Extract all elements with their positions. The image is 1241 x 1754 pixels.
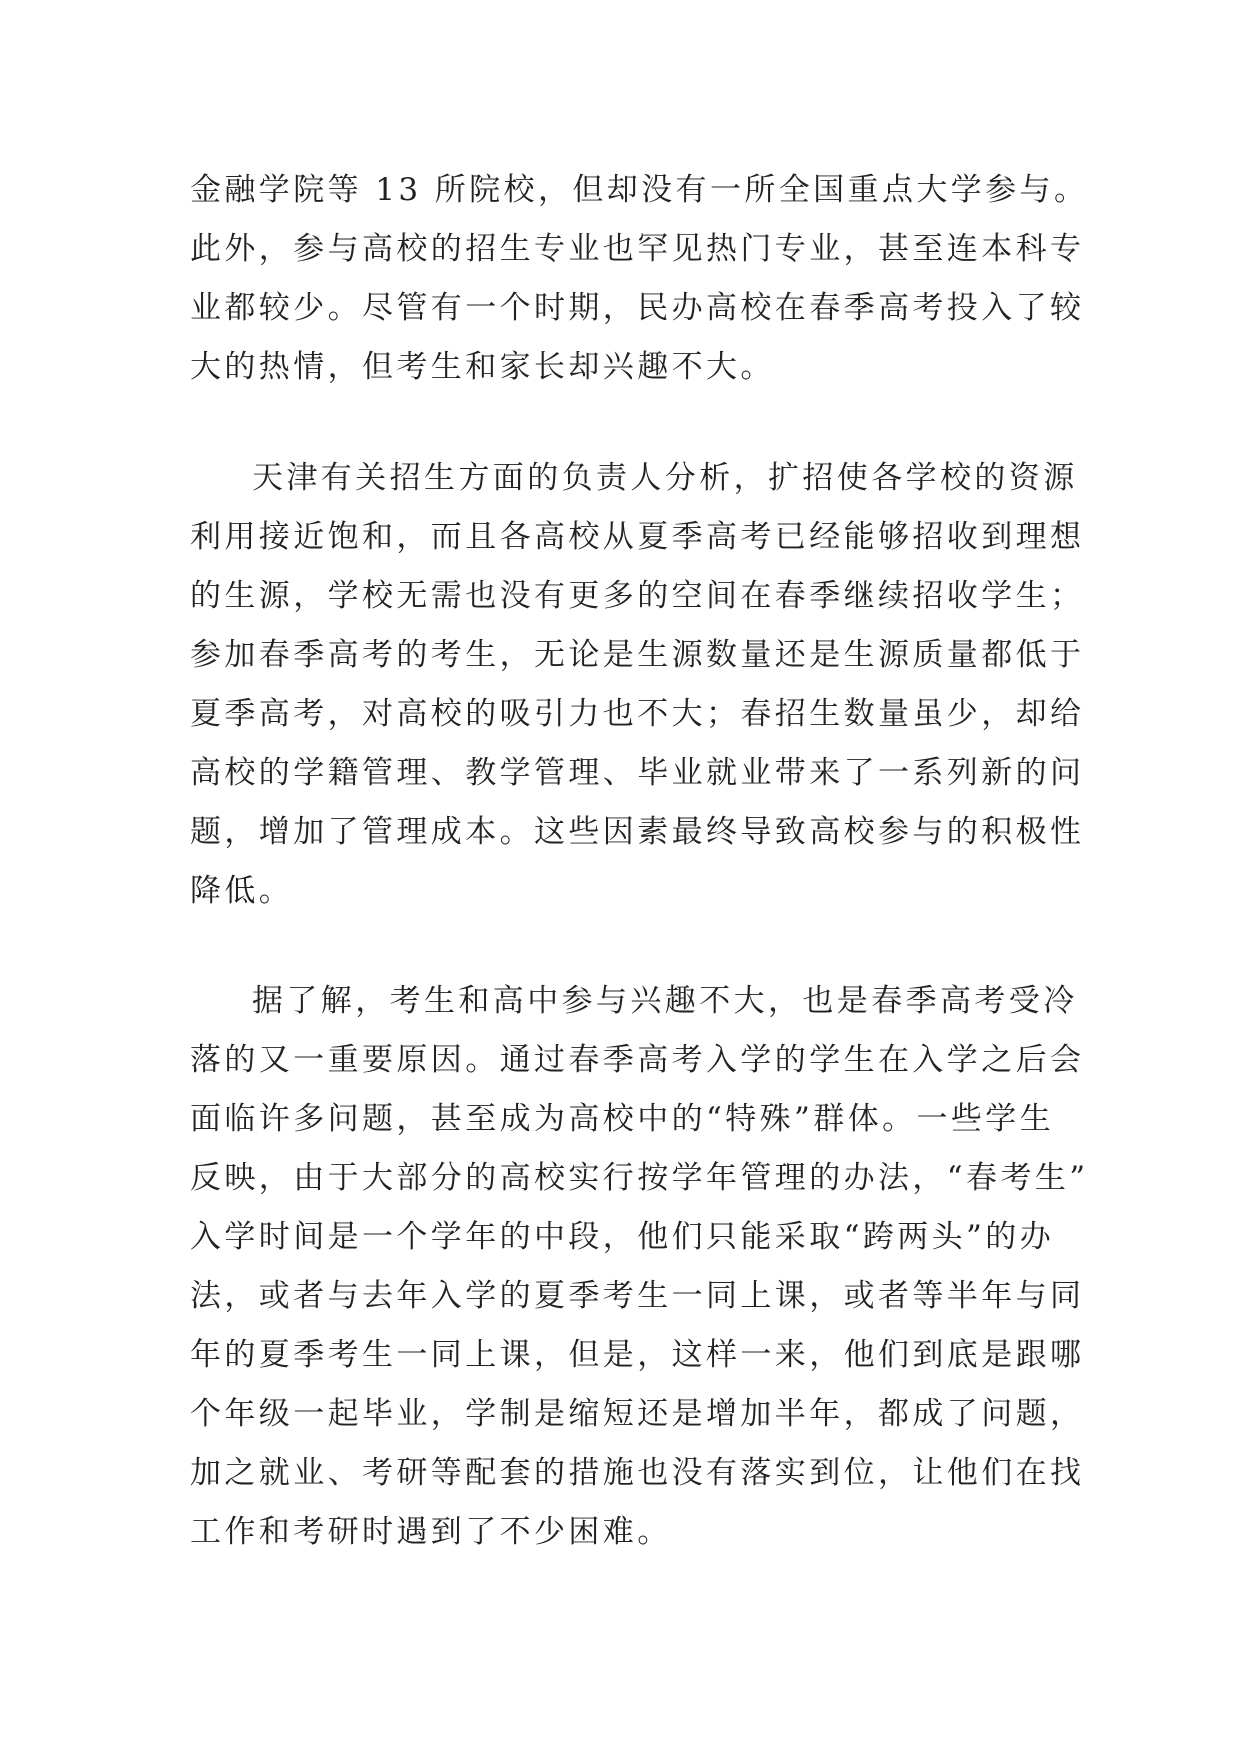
paragraph-line: 落的又一重要原因。通过春季高考入学的学生在入学之后会	[190, 1042, 1085, 1078]
paragraph-line: 高校的学籍管理、教学管理、毕业就业带来了一系列新的问	[190, 755, 1085, 791]
paragraph-line: 面临许多问题，甚至成为高校中的“特殊”群体。一些学生	[190, 1101, 1055, 1137]
paragraph-line: 天津有关招生方面的负责人分析，扩招使各学校的资源	[252, 460, 1078, 496]
paragraph-line: 大的热情，但考生和家长却兴趣不大。	[190, 349, 775, 385]
paragraph-line: 据了解，考生和高中参与兴趣不大，也是春季高考受冷	[252, 983, 1078, 1019]
paragraph-line: 金融学院等 13 所院校，但却没有一所全国重点大学参与。	[190, 172, 1089, 208]
paragraph-line: 法，或者与去年入学的夏季考生一同上课，或者等半年与同	[190, 1278, 1085, 1314]
paragraph-line: 入学时间是一个学年的中段，他们只能采取“跨两头”的办	[190, 1219, 1055, 1255]
paragraph-line: 利用接近饱和，而且各高校从夏季高考已经能够招收到理想	[190, 519, 1085, 555]
paragraph-line: 业都较少。尽管有一个时期，民办高校在春季高考投入了较	[190, 290, 1085, 326]
paragraph-line: 个年级一起毕业，学制是缩短还是增加半年，都成了问题，	[190, 1396, 1085, 1432]
paragraph-line: 降低。	[190, 873, 294, 909]
paragraph-2	[190, 449, 1085, 921]
paragraph-3	[190, 972, 1089, 1562]
paragraph-line: 夏季高考，对高校的吸引力也不大；春招生数量虽少，却给	[190, 696, 1085, 732]
paragraph-1	[190, 161, 1089, 397]
paragraph-line: 此外，参与高校的招生专业也罕见热门专业，甚至连本科专	[190, 231, 1085, 267]
paragraph-line: 的生源，学校无需也没有更多的空间在春季继续招收学生；	[190, 578, 1085, 614]
paragraph-line: 加之就业、考研等配套的措施也没有落实到位，让他们在找	[190, 1455, 1085, 1491]
paragraph-line: 年的夏季考生一同上课，但是，这样一来，他们到底是跟哪	[190, 1337, 1085, 1373]
paragraph-line: 题，增加了管理成本。这些因素最终导致高校参与的积极性	[190, 814, 1085, 850]
paragraph-line: 工作和考研时遇到了不少困难。	[190, 1514, 672, 1550]
paragraph-line: 参加春季高考的考生，无论是生源数量还是生源质量都低于	[190, 637, 1085, 673]
paragraph-line: 反映，由于大部分的高校实行按学年管理的办法，“春考生”	[190, 1160, 1089, 1196]
